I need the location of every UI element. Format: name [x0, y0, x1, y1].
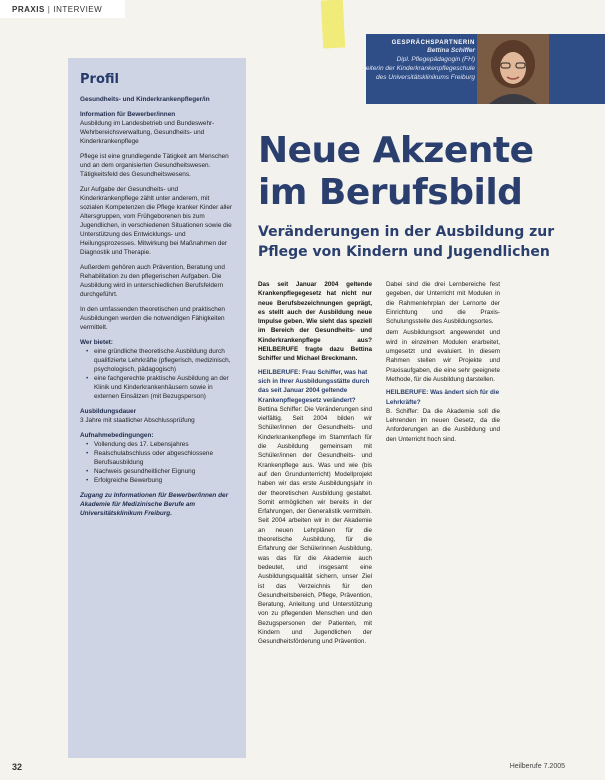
section-divider: |: [47, 4, 51, 14]
section-label: PRAXIS: [12, 4, 45, 14]
list-item: • Realschulabschluss oder abgeschlossene Berufsausbildung: [88, 449, 234, 467]
list-item: • eine fachgerechte praktische Ausbildung an der Klinik und Kinderkrankenhäusern sowie in externen Einsätzen (mit Bezugsperson): [88, 374, 234, 401]
sidebar-paragraph-4: In den umfassenden theoretischen und praktischen Ausbildungen werden die notwendigen Fähigkeiten vermittelt.: [80, 306, 225, 331]
sidebar-dauer-text: 3 Jahre mit staatlicher Abschlussprüfung: [80, 417, 195, 424]
contact-line-1: Dipl. Pflegepädagogin (FH): [396, 56, 475, 63]
sidebar-wer-list: [80, 347, 234, 401]
sidebar-title: Profil: [80, 72, 119, 87]
sidebar-info-text: Ausbildung im Landesbetrieb und Bundeswehr-Wehrbereichsverwaltung, Gesundheits- und Kinderkrankenpflege: [80, 120, 215, 145]
headline-line-2: im Berufsbild: [258, 172, 523, 213]
contact-label: GESPRÄCHSPARTNERIN: [391, 40, 475, 46]
column-2-paragraph: dem Ausbildungsort angewendet und wird in einzelnen Modulen erarbeitet, umgesetzt und evaluiert. In diesem Rahmen stellen wir Projekte und Praxisaufgaben, die eine sehr geeignete Methode, für die Ausbildung darstellen.: [386, 329, 500, 383]
sidebar-footer-note: Zugang zu Informationen für Bewerber/innen der Akademie für Medizinische Berufe am Universitätsklinikum Freiburg.: [80, 492, 229, 518]
list-item: • Nachweis gesundheitlicher Eignung: [88, 467, 234, 476]
page-number: 32: [12, 762, 23, 772]
contact-line-2: Leiterin der Kinderkrankenpflegeschule: [362, 65, 475, 72]
sidebar-paragraph-2: Zur Aufgabe der Gesundheits- und Kinderkrankenpflege zählt unter anderem, mit sozialen Kompetenzen die Pflege kranker Kinder aller Altersgruppen, vom Frühgeborenen bis zum Jugendlichen, in verschiedenen Situationen sowie die Unterstützung des Entwicklungs- und Heilungsprozesses. Mitwirkung bei Maßnahmen der Diagnostik und Therapie.: [80, 186, 233, 256]
article-intro: Das seit Januar 2004 geltende Krankenpflegegesetz hat nicht nur neue Berufsbezeichnungen geprägt, es stellt auch der Ausbildung neue Impulse geben. Wie sieht das speziell im Bereich der Gesundheits- und Kinderkrankenpflege aus? HEILBERUFE fragte dazu Bettina Schiffer und Michael Breckmann.: [258, 281, 372, 363]
contact-line-3: des Universitätsklinikums Freiburg: [376, 74, 475, 81]
answer-2: B. Schiffer: Da die Akademie soll die Lehrenden im neuen Gesetz, da die Anforderungen an die Ausbildung und den Unterricht hoch sind.: [386, 407, 500, 443]
answer-1-continued: Dabei sind die drei Lernbereiche fest gegeben, der Unterricht mit Modulen in die Rahmenlehrplan der Lernorte der Einrichtung und die Praxis-Schulungsstelle des Ausbildungsortes.: [386, 281, 500, 326]
profile-sidebar: [68, 58, 246, 758]
section-tag: [0, 0, 125, 18]
sidebar-requirements-head: Aufnahmebedingungen:: [80, 432, 154, 439]
sidebar-dauer-head: Ausbildungsdauer: [80, 408, 137, 415]
answer-1: Bettina Schiffer: Die Veränderungen sind vielfältig. Seit 2004 bilden wir Schüler/innen der Gesundheits- und Kinderkrankenpflege im Stammfach für die Ausbildung gemeinsam mit Schüler/innen der Gesundheits- und Krankenpflege aus. Was und wie (bis auf den Grundunterricht) Modellprojekt haben wir das erste Ausbildungsjahr in der theoretischen Ausbildung gestaltet. Somit ermöglichen wir bereits in der Erfahrungen, der Generalistik vermitteln. Seit 2004 arbeiten wir in der Akademie an neuen Lehrplänen für die theoretische Ausbildung, für die Erfahrung der Schülerinnen Ausbildung, was das für die Akademie auch bedeutet, und insgesamt eine Ausbildungsqualität sichern, unser Ziel ist das Verzeichnis für den Gesundheitsbereich, Pflege, Prävention, Beratung, Anleitung und Unterstützung von zu pflegenden Menschen und den Bezugspersonen der Patienten, mit Kindern und Jugendlichen der Gesundheitsförderung und Prävention.: [258, 405, 372, 646]
sidebar-info-head: Information für Bewerber/innen: [80, 111, 176, 118]
article-headline: [258, 130, 534, 214]
list-item: • Erfolgreiche Bewerbung: [88, 476, 234, 485]
headline-line-1: Neue Akzente: [258, 130, 534, 171]
article-subheadline: Veränderungen in der Ausbildung zur Pflege von Kindern und Jugendlichen: [258, 224, 555, 260]
section-sub-label: INTERVIEW: [53, 4, 103, 14]
portrait-illustration: [477, 34, 549, 104]
article-column-2: [386, 280, 500, 446]
magazine-issue: Heilberufe 7.2005: [509, 763, 565, 770]
contact-block: [305, 40, 475, 82]
portrait-photo: [477, 34, 549, 104]
contact-name: Bettina Schiffer: [427, 47, 475, 54]
sidebar-requirements-list: [80, 440, 234, 485]
question-2: HEILBERUFE: Was ändert sich für die Lehrkräfte?: [386, 389, 500, 406]
list-item: • Vollendung des 17. Lebensjahres: [88, 440, 234, 449]
sidebar-paragraph-3: Außerdem gehören auch Prävention, Beratung und Rehabilitation zu den pflegerischen Aufgaben. Die Ausbildung wird in unterschiedlichen Berufsfeldern durchgeführt.: [80, 264, 225, 298]
article-column-1: [258, 280, 372, 649]
list-item: • eine gründliche theoretische Ausbildung durch qualifizierte Lehrkräfte (pflegerisch, medizinisch, psychologisch, pädagogisch): [88, 347, 234, 374]
sidebar-wer-head: Wer bietet:: [80, 339, 113, 346]
sidebar-job: Gesundheits- und Kinderkrankenpfleger/in: [80, 96, 210, 103]
sidebar-paragraph-1: Pflege ist eine grundlegende Tätigkeit am Menschen und an dem organisierten Gesundheitswesen. Tätigkeitsfeld des Gesundheitswesens.: [80, 153, 229, 178]
question-1: HEILBERUFE: Frau Schiffer, was hat sich in Ihrer Ausbildungsstätte durch das seit Januar 2004 geltende Krankenpflegegesetz verändert?: [258, 368, 370, 404]
